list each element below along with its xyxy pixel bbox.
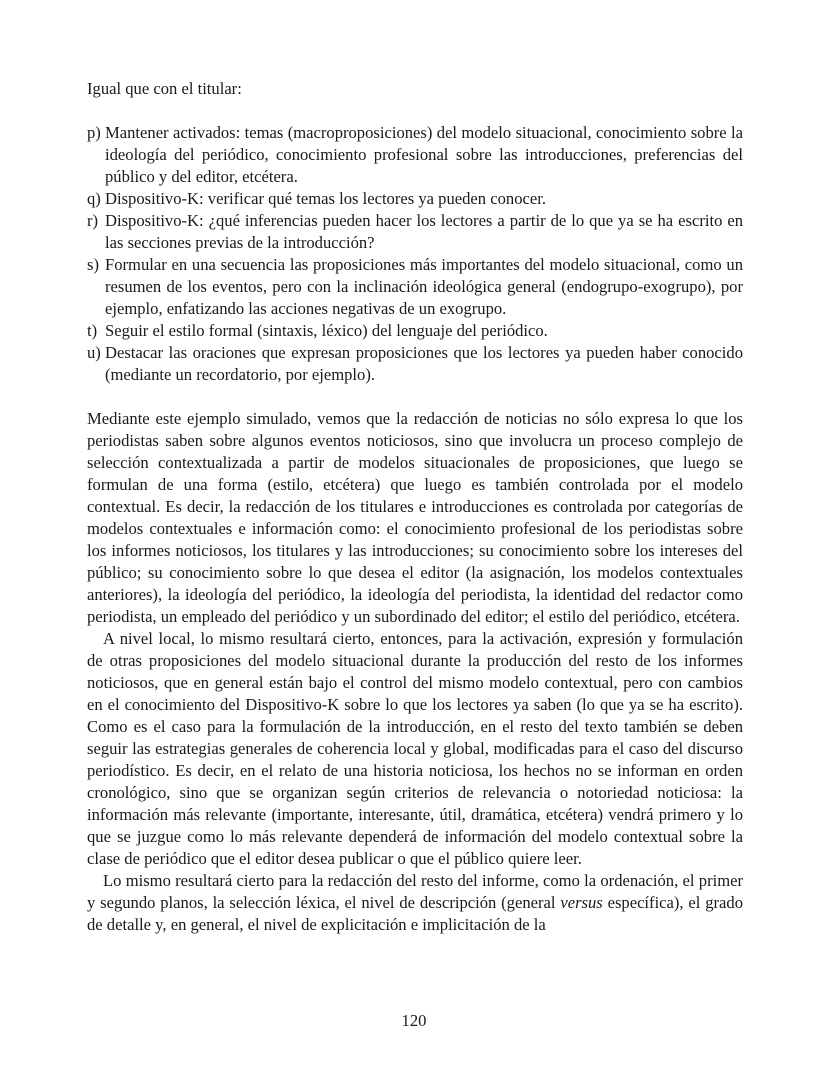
paragraph-text-segment: específica), el grado de detalle y, en general, el nivel de explicitación e implicitación de la [87,893,743,934]
italic-emphasis: versus [560,893,603,912]
list-item-marker: r) [87,211,99,230]
list-item [87,320,743,342]
list-item [87,342,743,386]
paragraph-text-segment: Lo mismo resultará cierto para la redacción del resto del informe, como la ordenación, el primer y segundo planos, la selección léxica, el nivel de descripción (general [87,871,743,912]
list-item-marker: s) [87,255,99,274]
list-item-marker: u) [87,343,101,362]
list-item-text: Mantener activados: temas (macroproposiciones) del modelo situacional, conocimiento sobre la ideología del periódico, conocimiento profesional sobre las introducciones, preferencias del público y del editor, etcétera. [105,123,743,186]
list-item [87,122,743,188]
page-content [87,78,743,936]
list-item-text: Dispositivo-K: ¿qué inferencias pueden hacer los lectores a partir de lo que ya se ha escrito en las secciones previas de la introducción? [105,211,743,252]
body-paragraph [87,870,743,936]
body-paragraph: Mediante este ejemplo simulado, vemos que la redacción de noticias no sólo expresa lo que los periodistas saben sobre algunos eventos noticiosos, sino que involucra un proceso complejo de selección contextualizada a partir de modelos situacionales de proposiciones, que luego se formulan de una forma (estilo, etcétera) que luego es también controlada por el modelo contextual. Es decir, la redacción de los titulares e introducciones es controlada por categorías de modelos contextuales e información como: el conocimiento profesional de los periodistas sobre los informes noticiosos, los titulares y las introducciones; su conocimiento sobre los intereses del público; su conocimiento sobre lo que desea el editor (la asignación, los modelos contextuales anteriores), la ideología del periódico, la ideología del periodista, la identidad del redactor como periodista, un empleado del periódico y un subordinado del editor; el estilo del periódico, etcétera. [87,409,743,626]
spacer-before-body [87,386,743,408]
list-item [87,210,743,254]
list-item-marker: p) [87,123,101,142]
list-item-marker: q) [87,189,101,208]
list-item [87,188,743,210]
list-item-text: Dispositivo-K: verificar qué temas los lectores ya pueden conocer. [105,189,546,208]
list-item [87,254,743,320]
page-number: 120 [401,1011,427,1030]
body-paragraph: A nivel local, lo mismo resultará cierto, entonces, para la activación, expresión y formulación de otras proposiciones del modelo situacional durante la producción del resto de los informes noticiosos, que en general están bajo el control del mismo modelo contextual, pero con cambios en el conocimiento del Dispositivo-K sobre lo que los lectores ya saben (lo que ya se ha escrito). Como es el caso para la formulación de la introducción, en el resto del texto también se deben seguir las estrategias generales de coherencia local y global, modificadas para el caso del discurso periodístico. Es decir, en el relato de una historia noticiosa, los hechos no se informan en orden cronológico, sino que se organizan según criterios de relevancia o notoriedad noticiosa: la información más relevante (importante, interesante, útil, dramática, etcétera) vendrá primero y lo que se juzgue como lo más relevante dependerá de información del modelo contextual sobre la clase de periódico que el editor desea publicar o que el público quiere leer. [87,629,743,868]
list-item-marker: t) [87,321,98,340]
list-item-text: Destacar las oraciones que expresan proposiciones que los lectores ya pueden haber conocido (mediante un recordatorio, por ejemplo). [105,343,743,384]
spacer-after-lead [87,100,743,122]
list-item-text: Seguir el estilo formal (sintaxis, léxico) del lenguaje del periódico. [105,321,548,340]
list-item-text: Formular en una secuencia las proposiciones más importantes del modelo situacional, como un resumen de los eventos, pero con la inclinación ideológica general (endogrupo-exogrupo), por ejemplo, enfatizando las acciones negativas de un exogrupo. [105,255,743,318]
lead-line: Igual que con el titular: [87,79,242,98]
lettered-list [87,122,743,386]
